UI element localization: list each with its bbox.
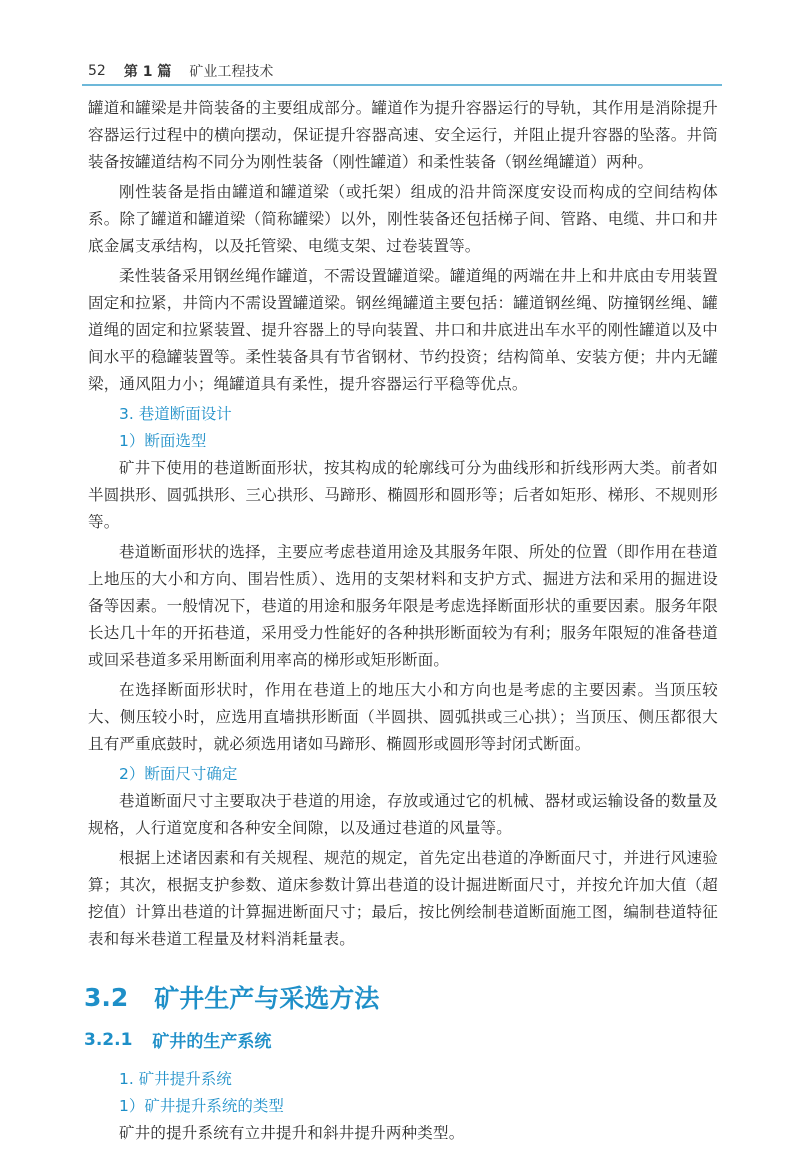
part-label: 第 1 篇 bbox=[123, 64, 172, 80]
paragraph-6: 在选择断面形状时，作用在巷道上的地压大小和方向也是考虑的主要因素。当顶压较大、侧压较小时，应选用直墙拱形断面（半圆拱、圆弧拱或三心拱）；当顶压、侧压都很大且有严重底鼓时，就必须选用诸如马蹄形、椭圆形或圆形等封闭式断面。 bbox=[88, 681, 718, 753]
section-title: 矿井生产与采选方法 bbox=[154, 984, 380, 1013]
paragraph-2: 刚性装备是指由罐道和罐道梁（或托架）组成的沿井筒深度安设而构成的空间结构体系。除了罐道和罐道梁（简称罐梁）以外，刚性装备还包括梯子间、管路、电缆、井口和井底金属支承结构，以及托管梁、电缆支架、过卷装置等。 bbox=[88, 183, 718, 255]
heading-section-size: 2）断面尺寸确定 bbox=[119, 765, 238, 783]
part-title: 矿业工程技术 bbox=[189, 64, 274, 80]
page-number: 52 bbox=[88, 63, 106, 79]
heading-section-type: 1）断面选型 bbox=[119, 432, 207, 450]
body-content bbox=[84, 95, 718, 1150]
paragraph-1: 罐道和罐梁是井筒装备的主要组成部分。罐道作为提升容器运行的导轨，其作用是消除提升容器运行过程中的横向摆动，保证提升容器高速、安全运行，并阻止提升容器的坠落。井筒装备按罐道结构不同分为刚性装备（刚性罐道）和柔性装备（钢丝绳罐道）两种。 bbox=[88, 99, 718, 171]
paragraph-4: 矿井下使用的巷道断面形状，按其构成的轮廓线可分为曲线形和折线形两大类。前者如半圆拱形、圆弧拱形、三心拱形、马蹄形、椭圆形和圆形等；后者如矩形、梯形、不规则形等。 bbox=[88, 459, 718, 531]
paragraph-9: 矿井的提升系统有立井提升和斜井提升两种类型。 bbox=[119, 1124, 465, 1142]
section-number: 3.2 bbox=[84, 982, 129, 1012]
section-heading bbox=[84, 979, 718, 1015]
subsection-number: 3.2.1 bbox=[84, 1029, 133, 1050]
subsection-heading bbox=[84, 1027, 718, 1052]
heading-roadway-section-design: 3. 巷道断面设计 bbox=[119, 405, 232, 423]
paragraph-3: 柔性装备采用钢丝绳作罐道，不需设置罐道梁。罐道绳的两端在井上和井底由专用装置固定和拉紧，井筒内不需设置罐道梁。钢丝绳罐道主要包括：罐道钢丝绳、防撞钢丝绳、罐道绳的固定和拉紧装置、提升容器上的导向装置、井口和井底进出车水平的刚性罐道以及中间水平的稳罐装置等。柔性装备具有节省钢材、节约投资；结构简单、安装方便；井内无罐梁，通风阻力小；绳罐道具有柔性，提升容器运行平稳等优点。 bbox=[88, 267, 718, 393]
header-rule bbox=[82, 84, 722, 86]
paragraph-8: 根据上述诸因素和有关规程、规范的规定，首先定出巷道的净断面尺寸，并进行风速验算；其次，根据支护参数、道床参数计算出巷道的设计掘进断面尺寸，并按允许加大值（超挖值）计算出巷道的计算掘进断面尺寸；最后，按比例绘制巷道断面施工图，编制巷道特征表和每米巷道工程量及材料消耗量表。 bbox=[88, 849, 718, 948]
heading-hoisting-system: 1. 矿井提升系统 bbox=[119, 1070, 232, 1088]
paragraph-7: 巷道断面尺寸主要取决于巷道的用途，存放或通过它的机械、器材或运输设备的数量及规格，人行道宽度和各种安全间隙，以及通过巷道的风量等。 bbox=[88, 792, 718, 837]
heading-hoisting-types: 1）矿井提升系统的类型 bbox=[119, 1097, 284, 1115]
paragraph-5: 巷道断面形状的选择，主要应考虑巷道用途及其服务年限、所处的位置（即作用在巷道上地压的大小和方向、围岩性质）、选用的支架材料和支护方式、掘进方法和采用的掘进设备等因素。一般情况下，巷道的用途和服务年限是考虑选择断面形状的重要因素。服务年限长达几十年的开拓巷道，采用受力性能好的各种拱形断面较为有利；服务年限短的准备巷道或回采巷道多采用断面利用率高的梯形或矩形断面。 bbox=[88, 543, 718, 669]
subsection-title: 矿井的生产系统 bbox=[152, 1032, 272, 1052]
running-header bbox=[88, 59, 718, 83]
